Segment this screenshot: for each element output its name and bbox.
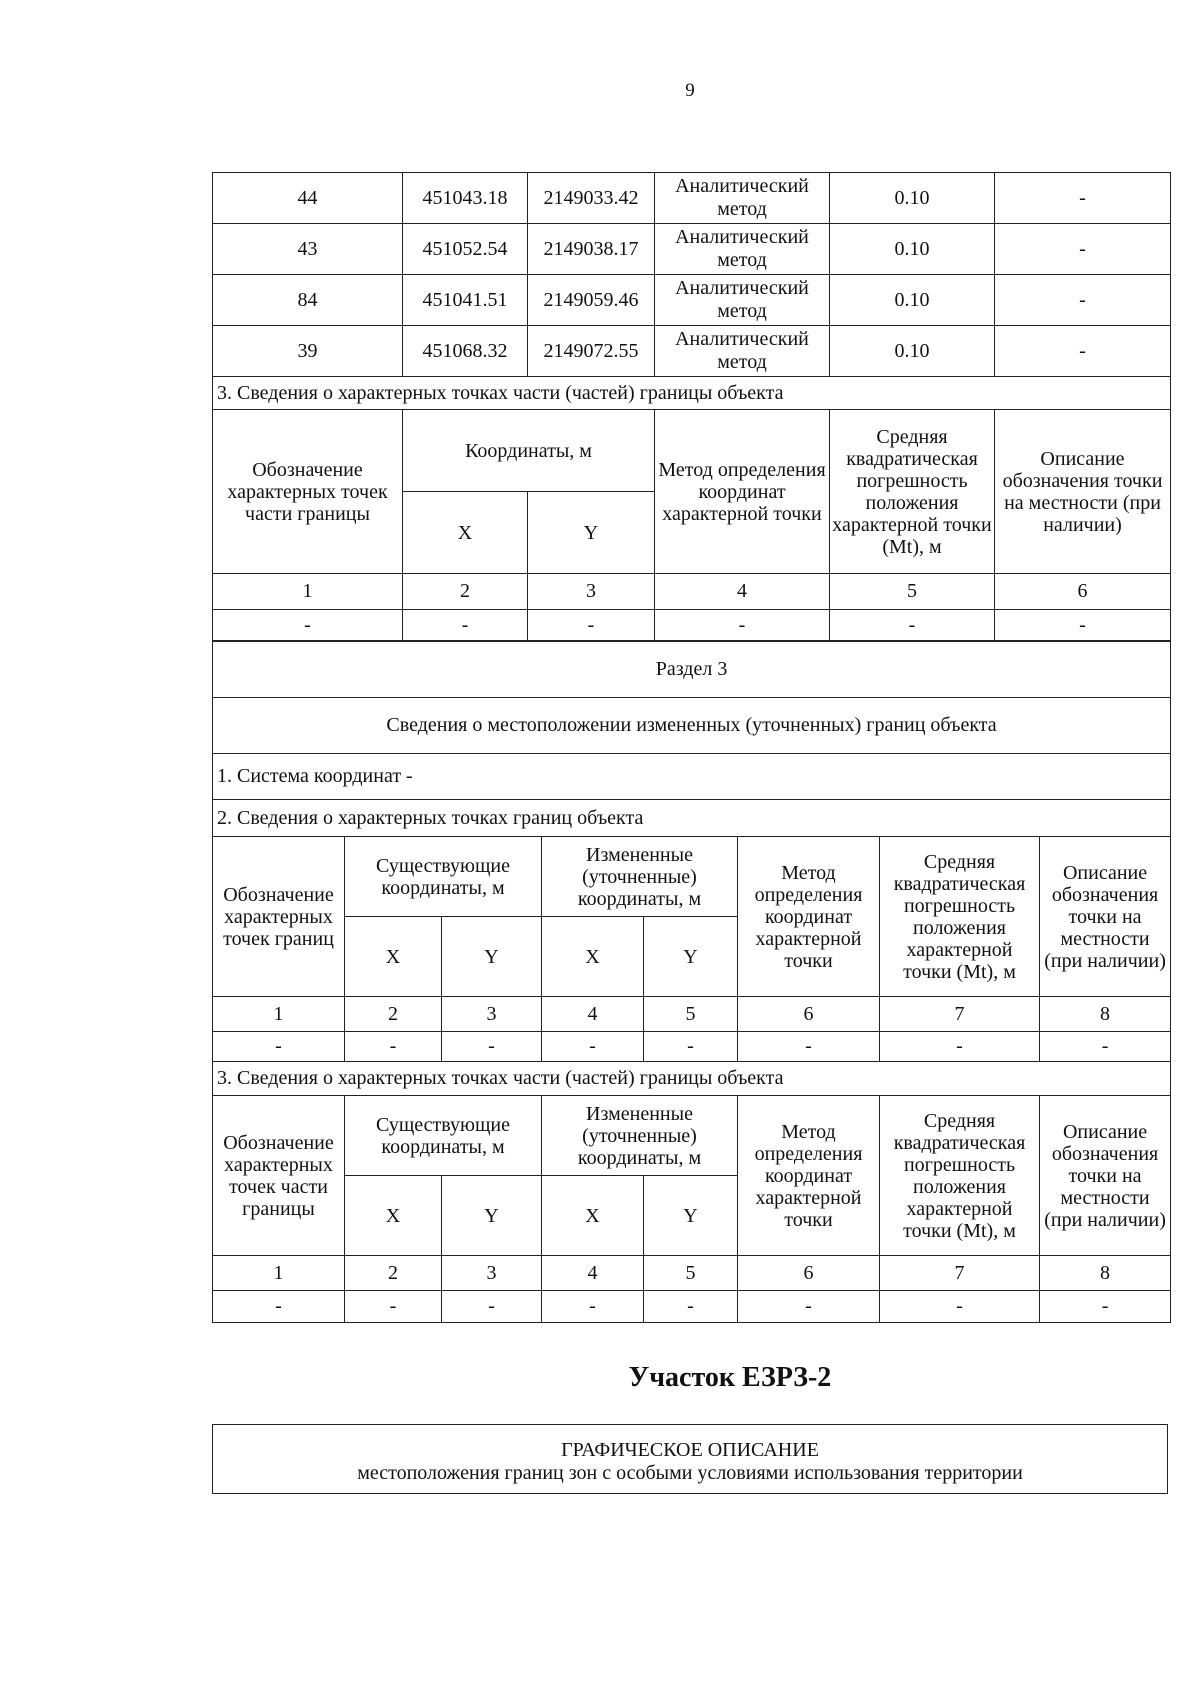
- empty-cell: -: [738, 1291, 880, 1323]
- mt-value: 0.10: [830, 173, 995, 224]
- empty-cell: -: [1040, 1291, 1171, 1323]
- description: -: [995, 224, 1171, 275]
- coord-x: 451052.54: [403, 224, 528, 275]
- column-numbers-row: [213, 997, 1171, 1032]
- description: -: [995, 326, 1171, 377]
- column-number: 1: [213, 1256, 345, 1291]
- header-y: Y: [442, 917, 542, 997]
- column-number: 4: [542, 1256, 644, 1291]
- coord-y: 2149033.42: [528, 173, 655, 224]
- empty-cell: -: [738, 1032, 880, 1062]
- point-id: 43: [213, 224, 403, 275]
- section-heading: Раздел 3: [213, 641, 1171, 698]
- section3-table: [212, 640, 1171, 1323]
- header-y: Y: [644, 1176, 738, 1256]
- empty-cell: -: [542, 1032, 644, 1062]
- column-number: 8: [1040, 1256, 1171, 1291]
- graphic-description-box: [212, 1424, 1168, 1494]
- header-y: Y: [644, 917, 738, 997]
- part-points-title: 3. Сведения о характерных точках части (частей) границы объекта: [213, 377, 1171, 410]
- column-numbers-row: [213, 1256, 1171, 1291]
- method: Аналитический метод: [655, 326, 830, 377]
- header-designation: Обозначение характерных точек части границы: [213, 1096, 345, 1256]
- description: -: [995, 275, 1171, 326]
- mt-value: 0.10: [830, 224, 995, 275]
- empty-cell: -: [213, 1032, 345, 1062]
- empty-cell: -: [1040, 1032, 1171, 1062]
- header-description: Описание обозначения точки на местности (при наличии): [1040, 837, 1171, 997]
- empty-cell: -: [345, 1291, 442, 1323]
- header-changed: Измененные (уточненные) координаты, м: [542, 837, 738, 917]
- header-designation: Обозначение характерных точек части границы: [213, 410, 403, 574]
- column-number: 7: [880, 997, 1040, 1032]
- column-number: 3: [442, 997, 542, 1032]
- empty-cell: -: [880, 1032, 1040, 1062]
- header-mt: Средняя квадратическая погрешность положения характерной точки (Mt), м: [880, 837, 1040, 997]
- empty-cell: -: [213, 610, 403, 642]
- mt-value: 0.10: [830, 275, 995, 326]
- method: Аналитический метод: [655, 275, 830, 326]
- header-mt: Средняя квадратическая погрешность положения характерной точки (Mt), м: [830, 410, 995, 574]
- header-x: X: [542, 917, 644, 997]
- column-number: 4: [655, 574, 830, 610]
- column-number: 6: [738, 997, 880, 1032]
- method: Аналитический метод: [655, 173, 830, 224]
- coord-y: 2149072.55: [528, 326, 655, 377]
- graphic-subtitle: местоположения границ зон с особыми условиями использования территории: [357, 1462, 1023, 1484]
- empty-cell: -: [542, 1291, 644, 1323]
- header-designation: Обозначение характерных точек границ: [213, 837, 345, 997]
- points-title: 2. Сведения о характерных точках границ объекта: [213, 800, 1171, 837]
- header-description: Описание обозначения точки на местности (при наличии): [1040, 1096, 1171, 1256]
- column-number: 5: [644, 1256, 738, 1291]
- column-number: 8: [1040, 997, 1171, 1032]
- header-y: Y: [528, 492, 655, 574]
- header-coords: Координаты, м: [403, 410, 655, 492]
- table-row: [213, 224, 1171, 275]
- column-number: 2: [403, 574, 528, 610]
- column-number: 2: [345, 1256, 442, 1291]
- method: Аналитический метод: [655, 224, 830, 275]
- coordinate-system: 1. Система координат -: [213, 754, 1171, 800]
- column-number: 2: [345, 997, 442, 1032]
- section-subheading: Сведения о местоположении измененных (уточненных) границ объекта: [213, 698, 1171, 754]
- column-number: 6: [995, 574, 1171, 610]
- header-existing: Существующие координаты, м: [345, 837, 542, 917]
- column-number: 6: [738, 1256, 880, 1291]
- empty-row: [213, 1032, 1171, 1062]
- header-y: Y: [442, 1176, 542, 1256]
- plot-title: Участок ЕЗРЗ-2: [628, 1362, 832, 1393]
- empty-cell: -: [442, 1032, 542, 1062]
- empty-cell: -: [830, 610, 995, 642]
- coord-y: 2149059.46: [528, 275, 655, 326]
- graphic-title: ГРАФИЧЕСКОЕ ОПИСАНИЕ: [561, 1439, 819, 1461]
- mt-value: 0.10: [830, 326, 995, 377]
- header-x: X: [542, 1176, 644, 1256]
- point-id: 84: [213, 275, 403, 326]
- empty-cell: -: [213, 1291, 345, 1323]
- column-numbers-row: [213, 574, 1171, 610]
- empty-cell: -: [880, 1291, 1040, 1323]
- part-points-title: 3. Сведения о характерных точках части (частей) границы объекта: [213, 1062, 1171, 1096]
- header-description: Описание обозначения точки на местности (при наличии): [995, 410, 1171, 574]
- empty-cell: -: [442, 1291, 542, 1323]
- header-method: Метод определения координат характерной точки: [655, 410, 830, 574]
- header-mt: Средняя квадратическая погрешность положения характерной точки (Mt), м: [880, 1096, 1040, 1256]
- table-row: [213, 275, 1171, 326]
- column-number: 3: [528, 574, 655, 610]
- column-number: 5: [644, 997, 738, 1032]
- header-method: Метод определения координат характерной точки: [738, 1096, 880, 1256]
- coord-x: 451043.18: [403, 173, 528, 224]
- description: -: [995, 173, 1171, 224]
- coord-y: 2149038.17: [528, 224, 655, 275]
- coordinates-table: [212, 172, 1171, 642]
- column-number: 3: [442, 1256, 542, 1291]
- column-number: 1: [213, 574, 403, 610]
- empty-cell: -: [403, 610, 528, 642]
- column-number: 7: [880, 1256, 1040, 1291]
- header-existing: Существующие координаты, м: [345, 1096, 542, 1176]
- header-x: X: [345, 917, 442, 997]
- coord-x: 451041.51: [403, 275, 528, 326]
- point-id: 44: [213, 173, 403, 224]
- coord-x: 451068.32: [403, 326, 528, 377]
- table-row: [213, 173, 1171, 224]
- point-id: 39: [213, 326, 403, 377]
- empty-cell: -: [644, 1291, 738, 1323]
- empty-cell: -: [528, 610, 655, 642]
- column-number: 1: [213, 997, 345, 1032]
- column-number: 5: [830, 574, 995, 610]
- header-x: X: [345, 1176, 442, 1256]
- column-number: 4: [542, 997, 644, 1032]
- empty-cell: -: [644, 1032, 738, 1062]
- empty-row: [213, 610, 1171, 642]
- page-number: 9: [685, 80, 695, 101]
- table-row: [213, 326, 1171, 377]
- empty-cell: -: [995, 610, 1171, 642]
- header-changed: Измененные (уточненные) координаты, м: [542, 1096, 738, 1176]
- empty-row: [213, 1291, 1171, 1323]
- empty-cell: -: [655, 610, 830, 642]
- header-x: X: [403, 492, 528, 574]
- header-method: Метод определения координат характерной точки: [738, 837, 880, 997]
- empty-cell: -: [345, 1032, 442, 1062]
